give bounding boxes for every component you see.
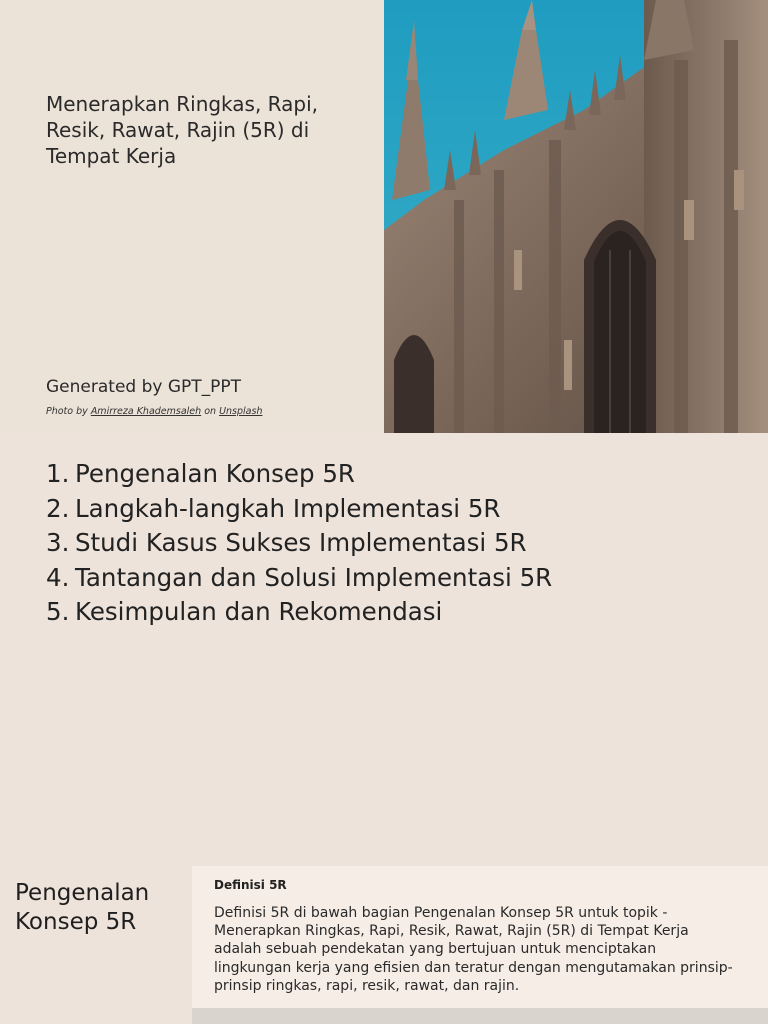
agenda-text: Pengenalan Konsep 5R xyxy=(75,459,355,488)
agenda-item xyxy=(46,526,552,561)
presentation-title: Menerapkan Ringkas, Rapi, Resik, Rawat, Rajin (5R) di Tempat Kerja xyxy=(46,92,319,168)
agenda-list xyxy=(46,457,552,630)
cathedral-photo xyxy=(384,0,768,433)
agenda-text: Tantangan dan Solusi Implementasi 5R xyxy=(75,562,553,592)
agenda-number: 1. xyxy=(46,459,70,488)
agenda-number: 4. xyxy=(46,562,70,592)
card-heading: Definisi 5R xyxy=(214,878,287,892)
unsplash-link[interactable]: Unsplash xyxy=(219,406,263,417)
agenda-text: Studi Kasus Sukses Implementasi 5R xyxy=(75,528,527,558)
definition-card xyxy=(192,866,768,1008)
generated-by-label: Generated by GPT_PPT xyxy=(46,377,242,397)
title-slide xyxy=(0,0,768,433)
credit-prefix: Photo by xyxy=(46,406,88,417)
cathedral-illustration xyxy=(384,0,768,433)
agenda-text: Langkah-langkah Implementasi 5R xyxy=(75,493,501,523)
section-title: Pengenalan Konsep 5R xyxy=(15,880,150,935)
agenda-item xyxy=(46,561,552,596)
photo-credit xyxy=(46,406,262,417)
intro-slide xyxy=(0,866,768,1024)
agenda-slide xyxy=(0,433,768,866)
agenda-number: 3. xyxy=(46,528,70,558)
agenda-item xyxy=(46,457,552,492)
agenda-item xyxy=(46,595,552,630)
agenda-text: Kesimpulan dan Rekomendasi xyxy=(75,597,443,627)
card-body: Definisi 5R di bawah bagian Pengenalan Konsep 5R untuk topik - Menerapkan Ringkas, Rapi, Resik, Rawat, Rajin (5R) di Tempat Kerja adalah sebuah pendekatan yang bertujuan untuk menciptakan lingkungan kerja yang efisien dan teratur dengan mengutamakan prinsip-prinsip ringkas, rapi, resik, rawat, dan rajin. xyxy=(214,905,733,994)
credit-on: on xyxy=(204,406,217,417)
agenda-item xyxy=(46,492,552,527)
agenda-number: 5. xyxy=(46,597,70,627)
photographer-link[interactable]: Amirreza Khademsaleh xyxy=(90,406,202,417)
next-card xyxy=(192,1008,768,1024)
agenda-number: 2. xyxy=(46,493,70,523)
